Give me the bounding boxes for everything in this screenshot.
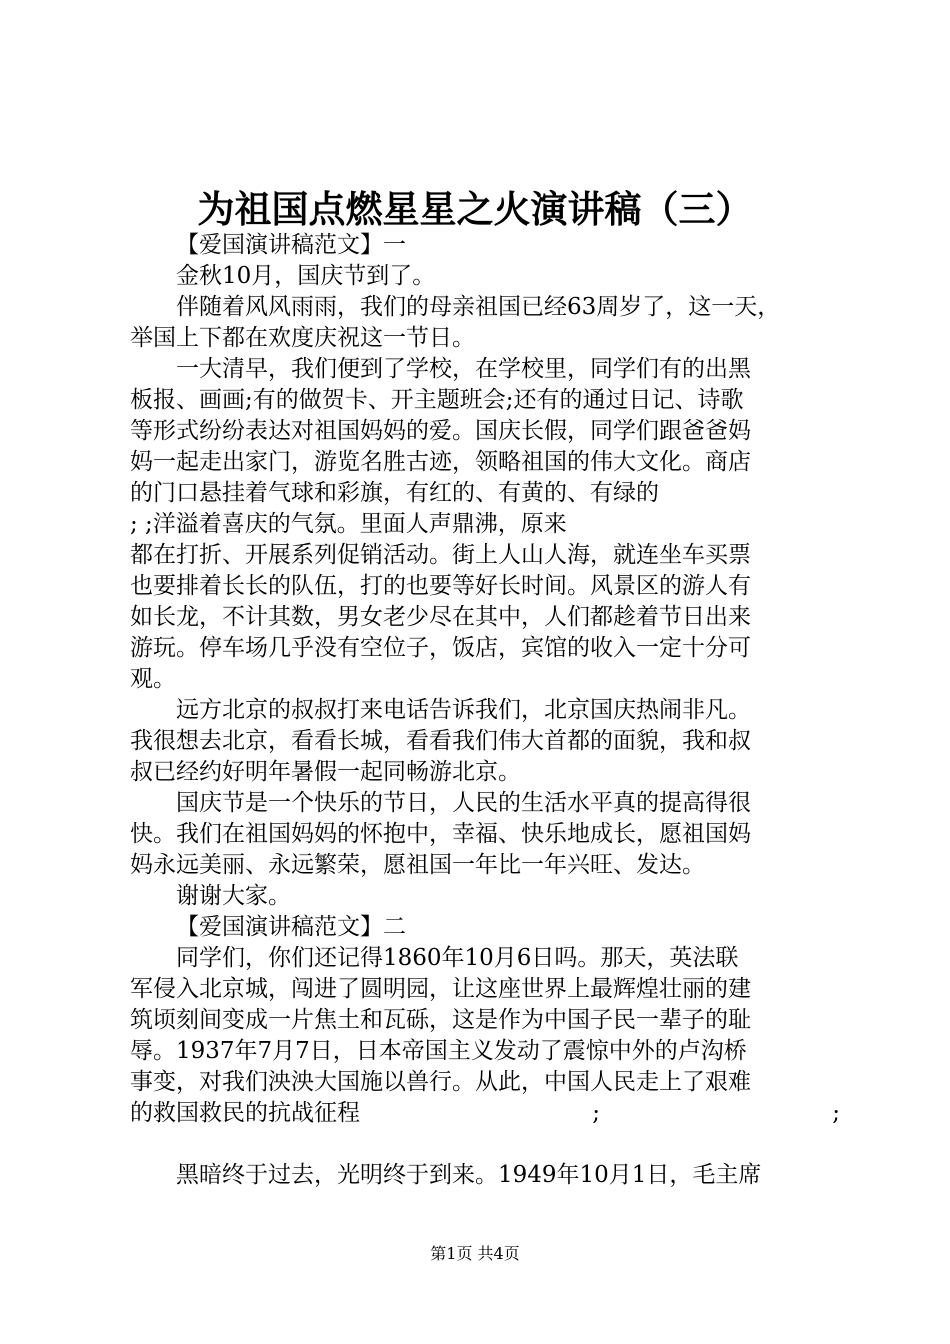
text-line: 筑顷刻间变成一片焦土和瓦砾，这是作为中国子民一辈子的耻 xyxy=(130,1007,751,1033)
text-fragment: 的救国救民的抗战征程 xyxy=(130,1100,360,1126)
text-line: 妈永远美丽、永远繁荣，愿祖国一年比一年兴旺、发达。 xyxy=(130,852,705,878)
text-line: 如长龙，不计其数，男女老少尽在其中，人们都趁着节日出来 xyxy=(130,604,751,630)
text-fragment: ; xyxy=(832,1100,840,1126)
text-fragment: ; xyxy=(592,1100,600,1126)
text-line: 板报、画画;有的做贺卡、开主题班会;还有的通过日记、诗歌 xyxy=(130,387,744,413)
text-line: 【爱国演讲稿范文】一 xyxy=(176,232,406,258)
text-line: 军侵入北京城，闯进了圆明园，让这座世界上最辉煌壮丽的建 xyxy=(130,976,751,1002)
text-line xyxy=(130,1129,840,1160)
text-line: 谢谢大家。 xyxy=(176,883,291,909)
text-line: 远方北京的叔叔打来电话告诉我们，北京国庆热闹非凡。 xyxy=(176,697,751,723)
text-line: 游玩。停车场几乎没有空位子，饭店，宾馆的收入一定十分可 xyxy=(130,635,751,661)
text-line: 同学们，你们还记得1860年10月6日吗。那天，英法联 xyxy=(176,945,739,971)
text-line: 【爱国演讲稿范文】二 xyxy=(176,914,406,940)
text-line: 快。我们在祖国妈妈的怀抱中，幸福、快乐地成长，愿祖国妈 xyxy=(130,821,751,847)
text-line: 举国上下都在欢度庆祝这一节日。 xyxy=(130,325,475,351)
text-line: 伴随着风风雨雨，我们的母亲祖国已经63周岁了，这一天， xyxy=(176,294,781,320)
text-line: 我很想去北京，看看长城，看看我们伟大首都的面貌，我和叔 xyxy=(130,728,751,754)
document-title: 为祖国点燃星星之火演讲稿（三） xyxy=(197,188,753,231)
text-line: 都在打折、开展系列促销活动。街上人山人海，就连坐车买票 xyxy=(130,542,751,568)
text-line: ; ;洋溢着喜庆的气氛。里面人声鼎沸，原来 xyxy=(130,511,567,537)
text-line: 金秋10月，国庆节到了。 xyxy=(176,263,436,289)
text-line: 等形式纷纷表达对祖国妈妈的爱。国庆长假，同学们跟爸爸妈 xyxy=(130,418,751,444)
text-line: 也要排着长长的队伍，打的也要等好长时间。风景区的游人有 xyxy=(130,573,751,599)
text-line xyxy=(130,1098,840,1129)
text-line: 叔已经约好明年暑假一起同畅游北京。 xyxy=(130,759,521,785)
text-line: 国庆节是一个快乐的节日，人民的生活水平真的提高得很 xyxy=(176,790,751,816)
document-body xyxy=(130,230,840,1191)
text-line: 一大清早，我们便到了学校，在学校里，同学们有的出黑 xyxy=(176,356,751,382)
text-line: 辱。1937年7月7日，日本帝国主义发动了震惊中外的卢沟桥 xyxy=(130,1038,747,1064)
text-line: 黑暗终于过去，光明终于到来。1949年10月1日，毛主席 xyxy=(176,1162,762,1188)
text-line: 的门口悬挂着气球和彩旗，有红的、有黄的、有绿的 xyxy=(130,480,659,506)
text-line: 妈一起走出家门，游览名胜古迹，领略祖国的伟大文化。商店 xyxy=(130,449,751,475)
text-line: 观。 xyxy=(130,666,176,692)
text-line: 事变，对我们泱泱大国施以兽行。从此，中国人民走上了艰难 xyxy=(130,1069,751,1095)
page-footer: 第1页 共4页 xyxy=(430,1244,520,1263)
